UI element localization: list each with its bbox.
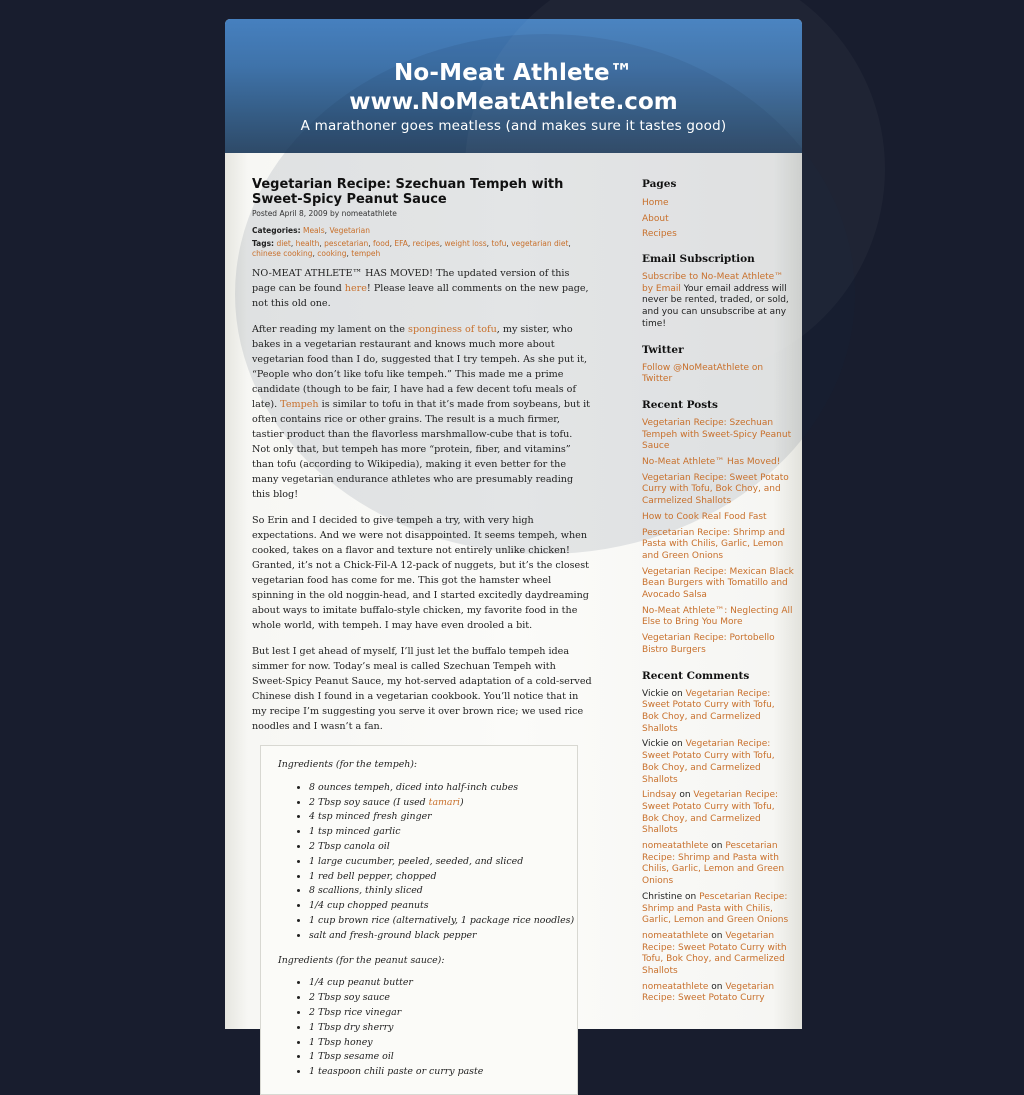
tag-link[interactable]: cooking <box>317 249 347 258</box>
tempeh-ingredients-heading: Ingredients (for the tempeh): <box>278 759 418 770</box>
tag-link[interactable]: vegetarian diet <box>511 239 569 248</box>
email-privacy-text: Your email address will never be rented, traded, or sold, and you can unsubscribe at any time! <box>642 283 789 329</box>
ingredient-item <box>309 899 577 914</box>
recent-post-item <box>642 633 794 656</box>
ingredient-text: 2 Tbsp soy sauce (I used <box>309 796 429 808</box>
text: is similar to tofu in that it’s made from soybeans, but it often contains rice or other grains. The result is a much firmer, tastier product than the flavorless marshmallow-cube that is tofu. Not only that, but tempeh has more “protein, fiber, and vitamins” than tofu (according to Wikipedia), making it even better for the many vegetarian endurance athletes who are presumably reading this blog! <box>252 399 591 500</box>
moved-here-link[interactable]: here <box>344 283 367 294</box>
ingredient-text: 1 large cucumber, peeled, seeded, and sliced <box>309 855 524 867</box>
widget-title: Twitter <box>642 343 684 356</box>
recent-post-item <box>642 528 794 563</box>
tag-link[interactable]: tofu <box>491 239 507 248</box>
comment-connector: on <box>708 841 726 852</box>
recent-post-link[interactable]: How to Cook Real Food Fast <box>642 511 767 522</box>
main-content <box>252 177 592 1095</box>
tag-link[interactable]: food <box>373 239 390 248</box>
ingredient-item <box>309 929 577 944</box>
recent-post-item <box>642 606 794 629</box>
page-link-home[interactable]: Home <box>642 198 669 208</box>
site-tagline: A marathoner goes meatless (and makes sure it tastes good) <box>300 118 727 134</box>
tags-label: Tags: <box>252 239 275 248</box>
widget-title: Pages <box>642 178 677 190</box>
recent-comment-item <box>642 982 794 1005</box>
comment-author: Vickie <box>642 688 669 699</box>
recent-post-item <box>642 457 794 469</box>
ingredient-text: 1 red bell pepper, chopped <box>309 870 437 882</box>
tag-link[interactable]: pescetarian <box>324 239 369 248</box>
comment-connector: on <box>668 739 686 750</box>
comment-author-link[interactable]: Lindsay <box>642 790 677 801</box>
comment-connector: on <box>682 891 700 902</box>
recent-comment-item <box>642 931 794 978</box>
page-item <box>642 197 794 209</box>
ingredient-item <box>309 870 577 885</box>
comment-connector: on <box>708 930 726 941</box>
comment-author: Vickie <box>642 739 669 750</box>
recent-posts-widget <box>642 398 794 657</box>
comment-post-link[interactable]: Pescetarian Recipe: Shrimp and Pasta with Chilis, Garlic, Lemon and Green Onions <box>642 841 785 887</box>
ingredient-text: 4 tsp minced fresh ginger <box>309 811 432 823</box>
recent-comment-item <box>642 841 794 888</box>
recent-comment-item <box>642 790 794 837</box>
comment-author: Christine <box>642 891 683 902</box>
sponginess-of-tofu-link[interactable]: sponginess of tofu <box>408 324 497 335</box>
page-item <box>642 228 794 240</box>
pages-widget <box>642 177 794 240</box>
recent-post-link[interactable]: Vegetarian Recipe: Szechuan Tempeh with Sweet-Spicy Peanut Sauce <box>642 417 792 452</box>
recent-post-item <box>642 418 794 453</box>
ingredient-text: 1 tsp minced garlic <box>309 826 401 838</box>
widget-title: Recent Posts <box>642 398 718 411</box>
post-tags: Tags: diet, health, pescetarian, food, EFA, recipes, weight loss, tofu, vegetarian diet, chinese cooking, cooking, tempeh <box>252 239 571 258</box>
ingredient-text: salt and fresh-ground black pepper <box>309 929 477 941</box>
comment-connector: on <box>668 688 686 699</box>
comment-post-link[interactable]: Vegetarian Recipe: Sweet Potato Curry with Tofu, Bok Choy, and Carmelized Shallots <box>642 930 787 977</box>
ingredient-item: • 1 Tbsp honey <box>309 1036 577 1051</box>
recent-comment-item <box>642 739 794 786</box>
ingredient-item: • 1/4 cup peanut butter <box>309 976 577 991</box>
ingredient-item: • 1 teaspoon chili paste or curry paste <box>309 1065 577 1080</box>
recent-comment-item <box>642 892 794 927</box>
comment-post-link[interactable]: Vegetarian Recipe: Sweet Potato Curry with Tofu, Bok Choy, and Carmelized Shallots <box>642 688 775 734</box>
tag-link[interactable]: tempeh <box>351 249 381 258</box>
post-meta: Posted April 8, 2009 by nomeatathlete <box>252 209 397 218</box>
ingredient-item <box>309 781 577 796</box>
paragraph <box>252 322 592 502</box>
ingredient-item: • 1 Tbsp dry sherry <box>309 1021 577 1036</box>
ingredient-text: 1/4 cup chopped peanuts <box>309 900 429 912</box>
text: NO-MEAT ATHLETE™ HAS MOVED! The updated version of this page can be found <box>252 268 570 294</box>
paragraph: But lest I get ahead of myself, I’ll just let the buffalo tempeh idea simmer for now. Today’s meal is called Szechuan Tempeh with Sweet-Spicy Peanut Sauce, my hot-served adaptation of a cold-served Chinese dish I found in a vegetarian cookbook. You’ll notice that in my recipe I’m suggesting you serve it over brown rice; we used rice noodles and I wasn’t a fan. <box>252 646 592 732</box>
text: , my sister, who bakes in a vegetarian restaurant and knows much more about vegetarian food than I do, suggested that I try tempeh. As she put it, “People who don’t like tofu like tempeh.” This made me a prime candidate (though to be fair, I have had a few decent tofu meals of late). <box>252 324 587 410</box>
recent-post-link[interactable]: No-Meat Athlete™ Has Moved! <box>642 457 781 468</box>
ingredient-item <box>309 796 577 811</box>
category-link[interactable]: Vegetarian <box>329 226 371 235</box>
subscribe-by-email-link[interactable]: Subscribe to No-Meat Athlete™ by Email <box>642 272 784 294</box>
ingredient-item: • 2 Tbsp soy sauce <box>309 991 577 1006</box>
twitter-widget <box>642 343 794 386</box>
page-item <box>642 213 794 225</box>
page-link-recipes[interactable]: Recipes <box>642 229 677 239</box>
tamari-link[interactable]: tamari <box>428 796 460 808</box>
ingredient-item <box>309 914 577 929</box>
ingredient-item <box>309 840 577 855</box>
ingredient-item: • 1 Tbsp sesame oil <box>309 1050 577 1065</box>
site-header <box>225 19 802 153</box>
ingredient-item: • 2 Tbsp rice vinegar <box>309 1006 577 1021</box>
recent-post-link[interactable]: No-Meat Athlete™: Neglecting All Else to Bring You More <box>642 605 793 628</box>
site-url[interactable]: www.NoMeatAthlete.com <box>349 89 678 115</box>
site-title[interactable]: No-Meat Athlete™ <box>393 60 634 86</box>
recent-comments-widget <box>642 669 794 1006</box>
ingredient-text: 2 Tbsp canola oil <box>309 840 390 852</box>
recent-comment-item <box>642 689 794 736</box>
sauce-ingredients-heading: Ingredients (for the peanut sauce): <box>278 954 445 966</box>
comment-post-link[interactable]: Pescetarian Recipe: Shrimp and Pasta with Chilis, Garlic, Lemon and Green Onions <box>642 891 789 926</box>
ingredient-item <box>309 825 577 840</box>
comment-author-link[interactable]: nomeatathlete <box>642 981 709 992</box>
post-title[interactable]: Vegetarian Recipe: Szechuan Tempeh with Sweet-Spicy Peanut Sauce <box>252 177 564 207</box>
ingredient-item <box>309 884 577 899</box>
comment-post-link[interactable]: Vegetarian Recipe: Sweet Potato Curry <box>642 981 775 1004</box>
comment-connector: on <box>676 790 694 801</box>
ingredient-text: ) <box>460 796 464 808</box>
ingredient-text: 1 cup brown rice (alternatively, 1 package rice noodles) <box>309 914 575 926</box>
category-link[interactable]: Meals <box>302 226 325 235</box>
tag-link[interactable]: EFA <box>394 239 408 248</box>
recent-post-item <box>642 473 794 508</box>
comment-author-link[interactable]: nomeatathlete <box>642 841 709 852</box>
comment-post-link[interactable]: Vegetarian Recipe: Sweet Potato Curry with Tofu, Bok Choy, and Carmelized Shallots <box>642 790 779 836</box>
categories-label: Categories: <box>252 226 301 235</box>
recent-post-link[interactable]: Vegetarian Recipe: Sweet Potato Curry with Tofu, Bok Choy, and Carmelized Shallots <box>642 472 789 507</box>
sidebar <box>642 177 794 1017</box>
post-body <box>252 266 592 1095</box>
ingredient-item <box>309 810 577 825</box>
tag-link[interactable]: diet <box>276 239 291 248</box>
email-subscription-widget <box>642 252 794 331</box>
recent-post-item <box>642 512 794 524</box>
recent-post-link[interactable]: Vegetarian Recipe: Mexican Black Bean Burgers with Tomatillo and Avocado Salsa <box>642 566 794 601</box>
page-link-about[interactable]: About <box>642 213 669 224</box>
comment-post-link[interactable]: Vegetarian Recipe: Sweet Potato Curry with Tofu, Bok Choy, and Carmelized Shallots <box>642 739 775 785</box>
text: After reading my lament on the <box>252 324 409 335</box>
tempeh-ingredients-list <box>278 781 577 944</box>
sauce-ingredients-list <box>278 976 577 1080</box>
ingredient-item <box>309 855 577 870</box>
tag-link[interactable]: recipes <box>412 239 440 248</box>
recent-post-link[interactable]: Vegetarian Recipe: Portobello Bistro Burgers <box>642 633 775 655</box>
tag-link[interactable]: weight loss <box>444 239 487 248</box>
follow-on-twitter-link[interactable]: Follow @NoMeatAthlete on Twitter <box>642 362 764 385</box>
tag-link[interactable]: health <box>295 239 320 248</box>
recipe-ingredients-box <box>260 745 578 1095</box>
comment-connector: on <box>708 981 726 992</box>
comment-author-link[interactable]: nomeatathlete <box>642 930 709 941</box>
ingredient-text: 8 scallions, thinly sliced <box>309 885 423 897</box>
post-categories: Categories: Meals, Vegetarian <box>252 226 371 235</box>
paragraph: So Erin and I decided to give tempeh a try, with very high expectations. And we were not disappointed. It seems tempeh, when cooked, takes on a flavor and texture not entirely unlike chicken! Granted, it’s not a Chick-Fil-A 12-pack of nuggets, but it’s the closest vegetarian food has come for me. This got the hamster wheel spinning in the old noggin-head, and I started excitedly daydreaming about ways to imitate buffalo-style chicken, my favorite food in the whole world, with tempeh. I may have even drooled a bit. <box>252 515 590 631</box>
ingredient-text: 8 ounces tempeh, diced into half-inch cubes <box>309 781 519 793</box>
moved-notice <box>252 266 592 311</box>
recent-post-link[interactable]: Pescetarian Recipe: Shrimp and Pasta with Chilis, Garlic, Lemon and Green Onions <box>642 527 786 561</box>
page-container <box>225 19 802 1078</box>
widget-title: Recent Comments <box>642 669 750 682</box>
widget-title: Email Subscription <box>642 253 755 265</box>
tag-link[interactable]: chinese cooking <box>252 249 313 258</box>
tempeh-link[interactable]: Tempeh <box>280 399 319 410</box>
text: ! Please leave all comments on the new page, not this old one. <box>252 283 589 309</box>
recent-post-item <box>642 567 794 602</box>
